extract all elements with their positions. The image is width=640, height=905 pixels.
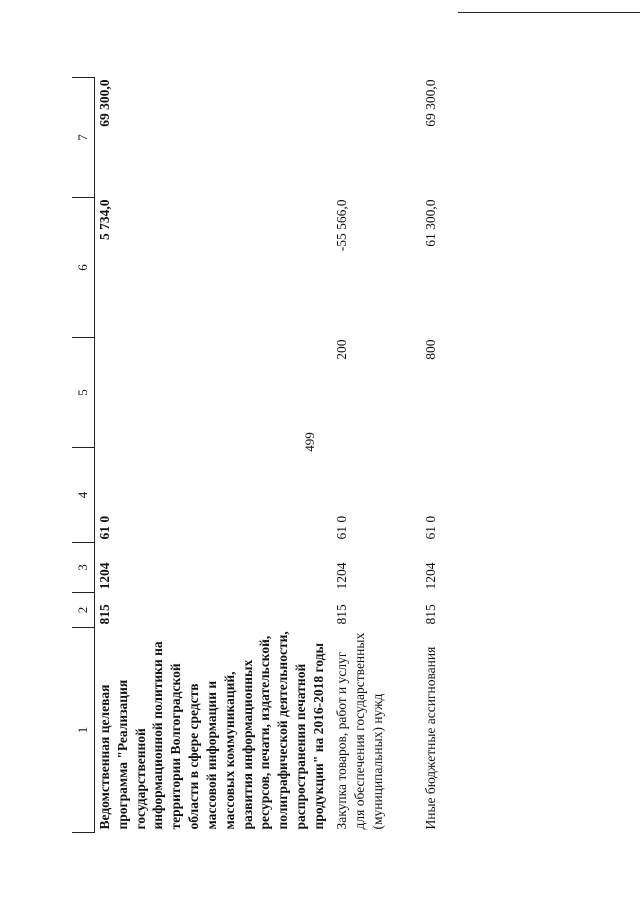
row-c7 <box>332 78 421 198</box>
row-c3: 1204 <box>334 562 349 590</box>
header-col-4: 4 <box>72 448 95 543</box>
row-c7: 69 300,0 <box>423 79 438 127</box>
row-desc: Иные бюджетные ассигнования <box>423 646 438 830</box>
header-col-3: 3 <box>72 543 95 593</box>
table-row <box>421 78 440 833</box>
row-c5: 200 <box>334 339 349 360</box>
row-desc: Ведомственная целевая программа "Реализация государственной информационной политики на территории Волгоградской области в сфере средств массовой информации и массовых коммуникаций, развития информационных ресурсов, печати, издательской, полиграфической деятельности, распространения печатной продукции" на 2016-2018 годы <box>97 631 326 830</box>
row-c6: -55 566,0 <box>334 199 349 252</box>
row-c3: 1204 <box>423 562 438 590</box>
table-row <box>95 78 333 833</box>
header-col-1: 1 <box>72 628 95 833</box>
row-c2: 815 <box>334 604 349 625</box>
row-desc: Закупка товаров, работ и услуг для обеспечения государственных (муниципальных) нужд <box>334 632 385 830</box>
row-c3: 1204 <box>97 562 112 590</box>
row-c6: 5 734,0 <box>97 199 112 240</box>
row-c7: 69 300,0 <box>97 79 112 127</box>
row-c6: 61 300,0 <box>423 199 438 247</box>
header-col-7: 7 <box>72 78 95 198</box>
row-c5 <box>95 338 333 448</box>
header-col-5: 5 <box>72 338 95 448</box>
rotated-table-block <box>72 78 532 833</box>
header-col-2: 2 <box>72 593 95 628</box>
top-rule <box>458 12 640 13</box>
header-col-6: 6 <box>72 198 95 338</box>
page-number: 499 <box>301 432 317 452</box>
table-header-row <box>72 78 95 833</box>
budget-table <box>72 77 440 833</box>
table-row <box>332 78 421 833</box>
row-c2: 815 <box>423 604 438 625</box>
row-c4: 61 0 <box>423 515 438 540</box>
row-c2: 815 <box>97 604 112 625</box>
row-c4: 61 0 <box>97 515 112 540</box>
row-c4: 61 0 <box>334 515 349 540</box>
row-c5: 800 <box>423 339 438 360</box>
